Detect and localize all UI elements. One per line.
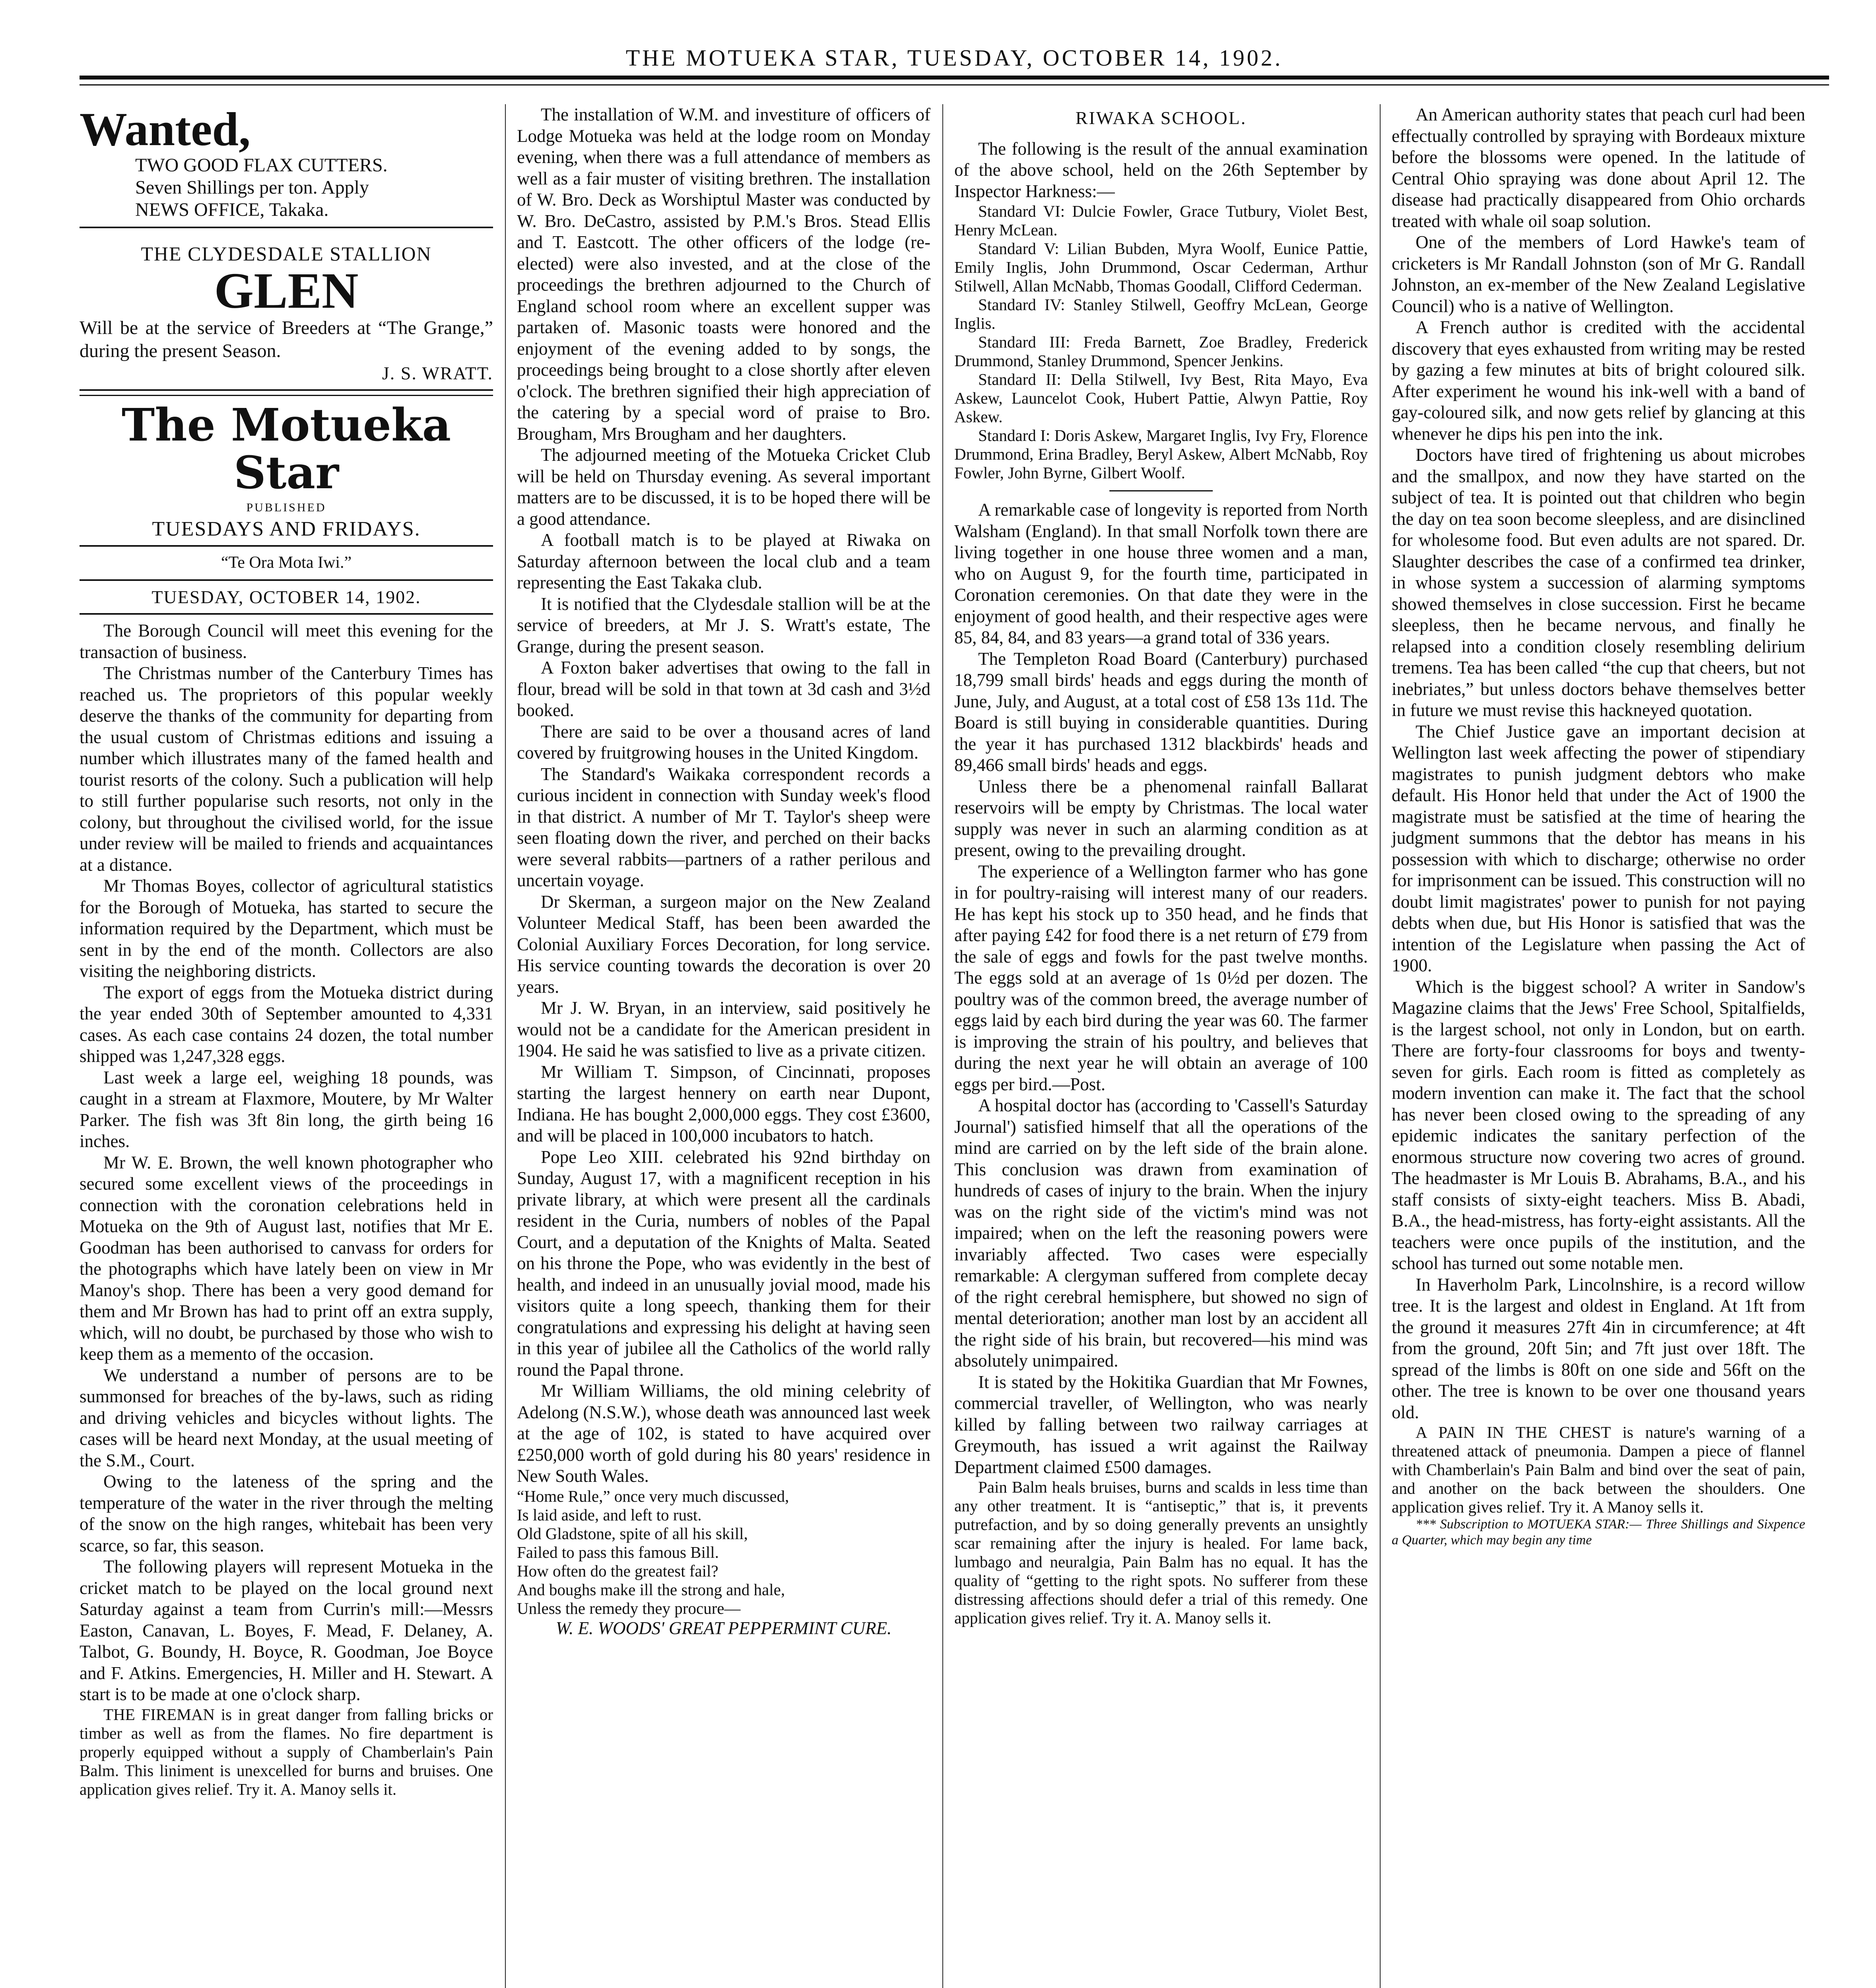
section-heading: RIWAKA SCHOOL. (1075, 108, 1247, 128)
news-paragraph: The Christmas number of the Canterbury Times has reached us. The proprietors of this popular weekly deserve the thanks of the community for departing from the usual custom of Christmas editions and issuing a number which illustrates many of the famed health and tourist resorts of the colony. Such a publication will help to still further popularise such resorts, not only in the colony, but throughout the civilised world, for the issue under review will be mailed to friends and acquaintances at a distance. (80, 663, 493, 875)
standard-list: Standard V: Lilian Bubden, Myra Woolf, Eunice Pattie, Emily Inglis, John Drummond, Oscar Cederman, Arthur Stilwell, Allan McNabb, Thomas Goodall, Clifford Cederman. (954, 239, 1368, 295)
news-paragraph: It is stated by the Hokitika Guardian that Mr Fownes, commercial traveller, of Wellington, who was nearly killed by falling between two railway carriages at Greymouth, has issued a writ against the Railway Department claimed £500 damages. (954, 1372, 1368, 1477)
verse-line: Unless the remedy they procure— (517, 1599, 741, 1617)
news-paragraph: Mr William Williams, the old mining celebrity of Adelong (N.S.W.), whose death was announced last week at the age of 102, is stated to have acquired over £250,000 worth of gold during his 80 years' residence in New South Wales. (517, 1381, 930, 1486)
news-paragraph: A hospital doctor has (according to 'Cassell's Saturday Journal') satisfied himself that all the operations of the mind are carried on by the left side of the brain alone. This conclusion was drawn from examination of hundreds of cases of injury to the brain. When the injury was on the right side of the victim's mind was not impaired; when on the left the reasoning powers were invariably affected. Two cases were especially remarkable: A clergyman suffered from complete decay of the right cerebral hemisphere, but showed no sign of mental deterioration; another man lost by an accident all the right side of his brain, but recovered—his mind was absolutely unimpaired. (954, 1095, 1368, 1371)
column-divider (1380, 104, 1381, 1988)
dateline: TUESDAY, OCTOBER 14, 1902. (151, 586, 421, 607)
title-rule (80, 613, 493, 615)
news-paragraph: Mr J. W. Bryan, in an interview, said positively he would not be a candidate for the American president in 1904. He said he was satisfied to live as a private citizen. (517, 998, 930, 1060)
standard-list: Standard I: Doris Askew, Margaret Inglis, Ivy Fry, Florence Drummond, Erina Bradley, Beryl Askew, Albert McNabb, Roy Fowler, John Byrne, Gilbert Woolf. (954, 426, 1368, 482)
standard-list: Standard II: Della Stilwell, Ivy Best, Rita Mayo, Eva Askew, Launcelot Cook, Hubert Pattie, Alwyn Pattie, Roy Askew. (954, 370, 1368, 426)
news-paragraph: A remarkable case of longevity is reported from North Walsham (England). In that small Norfolk town there are living together in one house three women and a man, who on August 9, for the fourth time, participated in Coronation ceremonies. On that date they were in the enjoyment of good health, and their respective ages were 85, 84, 84, and 83 years—a grand total of 336 years. (954, 500, 1368, 647)
column-divider (942, 104, 943, 1988)
column-4 (1392, 104, 1805, 1548)
verse-line: And boughs make ill the strong and hale, (517, 1580, 785, 1599)
masthead-rule-thin (80, 84, 1829, 85)
column-1 (80, 104, 493, 1799)
column-3 (954, 104, 1368, 1627)
paper-motto: “Te Ora Mota Iwi.” (221, 553, 352, 572)
masthead-rule (80, 76, 1829, 80)
advertisement-paragraph: THE FIREMAN is in great danger from falling bricks or timber as well as from the flames. No fire department is properly equipped without a supply of Chamberlain's Pain Balm. This liniment is unexcelled for burns and bruises. One application gives relief. Try it. A. Manoy sells it. (80, 1705, 493, 1798)
column-2 (517, 104, 930, 1639)
column-divider (505, 104, 506, 1988)
news-paragraph: The installation of W.M. and investiture of officers of Lodge Motueka was held at the lodge room on Monday evening, when there was a full attendance of members as well as a fair muster of visiting brethren. The installation of W. Bro. Deck as Worshiptul Master was conducted by W. Bro. DeCastro, assisted by P.M.'s Bros. Stead Ellis and T. Eastcott. The other officers of the lodge (re-elected) were also invested, and at the close of the proceedings the brethren adjourned to the Church of England school room where an excellent supper was partaken of. Masonic toasts were honored and the enjoyment of the evening added to by songs, the proceedings being brought to a close shortly after eleven o'clock. The brethren signified their high appreciation of the catering by a special word of praise to Bro. Brougham, Mrs Brougham and her daughters. (517, 105, 930, 444)
news-paragraph: The Templeton Road Board (Canterbury) purchased 18,799 small birds' heads and eggs during the month of June, July, and August, at a total cost of £58 13s 11d. The Board is still buying in considerable quantities. During the year it has purchased 1312 blackbirds' heads and 89,466 small birds' heads and eggs. (954, 648, 1368, 775)
news-paragraph: Pope Leo XIII. celebrated his 92nd birthday on Sunday, August 17, with a magnificent reception in his private library, at which were present all the cardinals resident in the Curia, numbers of nobles of the Papal Court, and a deputation of the Knights of Malta. Seated on his throne the Pope, who was evidently in the best of health, and indeed in an unusually jovial mood, made his visitors quite a long speech, thanking them for their congratulations and expressing his delight at having seen in this year of jubilee all the Catholics of the world rally round the Papal throne. (517, 1147, 930, 1380)
news-paragraph: Doctors have tired of frightening us about microbes and the smallpox, and now they have started on the subject of tea. It is pointed out that children who begin the day on tea soon become sleepless, and are disinclined for wholesome food. But even adults are not spared. Dr. Slaughter describes the case of a confirmed tea drinker, in whose system a succession of alarming symptoms showed themselves in close succession. First he became sleepless, then he became nervous, and finally he relapsed into a condition closely resembling delirium tremens. Tea has been called “the cup that cheers, but not inebriates,” but unless doctors behave themselves better in future we must revise this hackneyed quotation. (1392, 445, 1805, 720)
news-paragraph: The Chief Justice gave an important decision at Wellington last week affecting the power of stipendiary magistrates to punish judgment debtors who make default. His Honor held that under the Act of 1900 the magistrate must be satisfied at the time of hearing the judgment summons that the debtor has means in his possession with which to discharge; otherwise no order for imprisonment can be issued. This construction will no doubt limit magistrates' power to punish for not paying debts when due, but His Honor is satisfied that was the intention of the Legislature when passing the Act of 1900. (1392, 721, 1805, 975)
stallion-ad-heading: THE CLYDESDALE STALLION (141, 243, 432, 265)
news-paragraph: A football match is to be played at Riwaka on Saturday afternoon between the local club and a team representing the East Takaka club. (517, 530, 930, 592)
standard-list: Standard VI: Dulcie Fowler, Grace Tutbury, Violet Best, Henry McLean. (954, 202, 1368, 239)
news-paragraph: The export of eggs from the Motueka district during the year ended 30th of September amounted to 4,331 cases. As each case contains 24 dozen, the total number shipped was 1,247,328 eggs. (80, 982, 493, 1066)
title-rule (80, 579, 493, 581)
news-paragraph: We understand a number of persons are to be summonsed for breaches of the by-laws, such as riding and driving vehicles and bicycles without lights. The cases will be heard next Monday, at the usual meeting of the S.M., Court. (80, 1365, 493, 1470)
news-paragraph: The experience of a Wellington farmer who has gone in for poultry-raising will interest many of our readers. He has kept his stock up to 350 head, and he finds that after paying £42 for food there is a net return of £79 from the sale of eggs and fowls for the past twelve months. The eggs sold at an average of 1s 0½d per dozen. The poultry was of the common breed, the average number of eggs laid by each bird during the year was 60. The farmer is improving the strain of his poultry, and believes that during the next year he will obtain an average of 100 eggs per bird.—Post. (954, 861, 1368, 1094)
title-rule (80, 545, 493, 547)
news-paragraph: The Standard's Waikaka correspondent records a curious incident in connection with Sunday week's flood in that district. A number of Mr T. Taylor's sheep were seen floating down the river, and perched on their backs were several rabbits—partners of a rather perilous and uncertain voyage. (517, 764, 930, 890)
verse-line: Is laid aside, and left to rust. (517, 1505, 702, 1524)
advertisement-paragraph: Pain Balm heals bruises, burns and scalds in less time than any other treatment. It is “antiseptic,” that is, it prevents putrefaction, and by so doing generally prevents an unsightly scar remaining after the injury is healed. For lame back, lumbago and neuralgia, Pain Balm has no equal. It has the quality of “getting to the right spots. No sufferer from these distressing affections should defer a trial of this remedy. One application gives relief. Try it. A. Manoy sells it. (954, 1478, 1368, 1627)
news-paragraph: Dr Skerman, a surgeon major on the New Zealand Volunteer Medical Staff, has been been awarded the Colonial Auxiliary Forces Decoration, for long service. His service counting towards the decoration is over 20 years. (517, 891, 930, 997)
standard-list: Standard IV: Stanley Stilwell, Geoffry McLean, George Inglis. (954, 295, 1368, 332)
news-paragraph: An American authority states that peach curl had been effectually controlled by spraying with Bordeaux mixture before the blossoms were opened. In the latitude of Central Ohio spraying was done about April 12. The disease had practically disappeared from Ohio orchards treated with whale oil soap solution. (1392, 105, 1805, 231)
paper-title: The Motueka Star (121, 399, 451, 499)
published-label: PUBLISHED (246, 501, 326, 514)
stallion-name: GLEN (214, 262, 359, 319)
wanted-ad-line: NEWS OFFICE, Takaka. (135, 199, 329, 220)
news-paragraph: Mr Thomas Boyes, collector of agricultural statistics for the Borough of Motueka, has started to secure the information required by the Department, which must be sent in by the end of the month. Collectors are also visiting the neighboring districts. (80, 876, 493, 981)
verse-line: Old Gladstone, spite of all his skill, (517, 1524, 748, 1543)
news-paragraph: The following players will represent Motueka in the cricket match to be played on the local ground next Saturday against a team from Currin's mill:—Messrs Easton, Canavan, L. Boyes, F. Mead, F. Delaney, A. Talbot, G. Boundy, H. Boyce, R. Goodman, Joe Boyce and F. Atkins. Emergencies, H. Miller and H. Stewart. A start is to be made at one o'clock sharp. (80, 1557, 493, 1704)
ad-divider (80, 227, 493, 228)
verse-line: How often do the greatest fail? (517, 1561, 719, 1580)
news-paragraph: Mr William T. Simpson, of Cincinnati, proposes starting the largest hennery on earth near Dupont, Indiana. He has bought 2,000,000 eggs. They cost £3600, and will be placed in 100,000 incubators to hatch. (517, 1062, 930, 1145)
masthead: THE MOTUEKA STAR, TUESDAY, OCTOBER 14, 1902. (625, 45, 1283, 71)
verse-line: Failed to pass this famous Bill. (517, 1543, 719, 1561)
news-paragraph: There are said to be over a thousand acres of land covered by fruitgrowing houses in the United Kingdom. (517, 721, 930, 763)
news-paragraph: Last week a large eel, weighing 18 pounds, was caught in a stream at Flaxmore, Moutere, by Mr Walter Parker. The fish was 3ft 8in long, the girth being 16 inches. (80, 1067, 493, 1151)
news-paragraph: A French author is credited with the accidental discovery that eyes exhausted from writing may be rested by gazing a few minutes at bits of bright coloured silk. After experiment he wound his ink-well with a band of gay-coloured silk, and now gets relief by glancing at this whenever he dips his pen into the ink. (1392, 317, 1805, 444)
verse-advertisement (517, 1487, 930, 1618)
wanted-ad-body (80, 154, 493, 221)
news-paragraph: Which is the biggest school? A writer in Sandow's Magazine claims that the Jews' Free School, Spitalfields, is the largest school, not only in London, but on earth. There are forty-four classrooms for boys and twenty-seven for girls. Each room is fitted as completely as modern invention can make it. The fact that the school has never been closed owing to the spreading of any epidemic indicates the sanitary perfection of the enormous structure now covering two acres of ground. The headmaster is Mr Louis B. Abrahams, B.A., and his staff consists of sixty-eight teachers. Miss B. Abadi, B.A., the head-mistress, has forty-eight assistants. All the teachers were once pupils of the institution, and the school has turned out some notable men. (1392, 977, 1805, 1273)
ad-divider (80, 389, 493, 396)
news-paragraph: Mr W. E. Brown, the well known photographer who secured some excellent views of the proceedings in connection with the coronation celebrations held in Motueka on the 9th of August last, notifies that Mr E. Goodman has been authorised to canvass for orders for the photographs which have lately been on view in Mr Manoy's shop. There has been a very good demand for them and Mr Brown has had to print off an extra supply, which, will no doubt, be purchased by those who wish to keep them as a memento of the occasion. (80, 1152, 493, 1364)
news-paragraph: Owing to the lateness of the spring and the temperature of the water in the river through the melting of the snow on the high ranges, whitebait has been very scarce, so far, this season. (80, 1472, 493, 1555)
news-paragraph: One of the members of Lord Hawke's team of cricketers is Mr Randall Johnston (son of Mr G. Randall Johnston, an ex-member of the New Zealand Legislative Council) who is a native of Wellington. (1392, 232, 1805, 316)
news-paragraph: The following is the result of the annual examination of the above school, held on the 26th September by Inspector Harkness:— (954, 138, 1368, 201)
advertisement-paragraph: A PAIN IN THE CHEST is nature's warning of a threatened attack of pneumonia. Dampen a piece of flannel with Chamberlain's Pain Balm and bind over the seat of pain, and another on the back between the shoulders. One application gives relief. Try it. A Manoy sells it. (1392, 1423, 1805, 1516)
news-paragraph: The adjourned meeting of the Motueka Cricket Club will be held on Thursday evening. As several important matters are to be discussed, it is to be hoped there will be a good attendance. (517, 445, 930, 529)
publication-days: TUESDAYS AND FRIDAYS. (152, 517, 421, 540)
subscription-note: *** Subscription to MOTUEKA STAR:— Three Shillings and Sixpence a Quarter, which may begin any time (1392, 1517, 1805, 1547)
news-paragraph: It is notified that the Clydesdale stallion will be at the service of breeders, at Mr J. S. Wratt's estate, The Grange, during the present season. (517, 594, 930, 656)
wanted-ad-title: Wanted, (80, 103, 251, 155)
news-paragraph: A Foxton baker advertises that owing to the fall in flour, bread will be sold in that town at 3d cash and 3½d booked. (517, 658, 930, 720)
news-paragraph: In Haverholm Park, Lincolnshire, is a record willow tree. It is the largest and oldest in England. At 1ft from the ground it measures 27ft 4in in circumference; at 4ft from the ground, 20ft 5in; and 7ft just over 18ft. The spread of the limbs is 80ft on one side and 56ft on the other. The tree is known to be over one thousand years old. (1392, 1274, 1805, 1422)
news-paragraph: Unless there be a phenomenal rainfall Ballarat reservoirs will be empty by Christmas. The local water supply was never in such an alarming condition as at present, owing to the prevailing drought. (954, 776, 1368, 860)
verse-line: “Home Rule,” once very much discussed, (517, 1487, 789, 1505)
section-divider (1109, 490, 1213, 491)
stallion-ad-text: Will be at the service of Breeders at “The Grange,” during the present Season. (80, 317, 493, 361)
standard-list: Standard III: Freda Barnett, Zoe Bradley, Frederick Drummond, Stanley Drummond, Spencer Jenkins. (954, 333, 1368, 370)
wanted-ad-line: TWO GOOD FLAX CUTTERS. (135, 155, 388, 176)
wanted-ad-line: Seven Shillings per ton. Apply (135, 177, 369, 198)
stallion-owner: J. S. WRATT. (382, 363, 493, 383)
news-paragraph: The Borough Council will meet this evening for the transaction of business. (80, 621, 493, 662)
verse-signoff: W. E. WOODS' GREAT PEPPERMINT CURE. (555, 1618, 892, 1638)
